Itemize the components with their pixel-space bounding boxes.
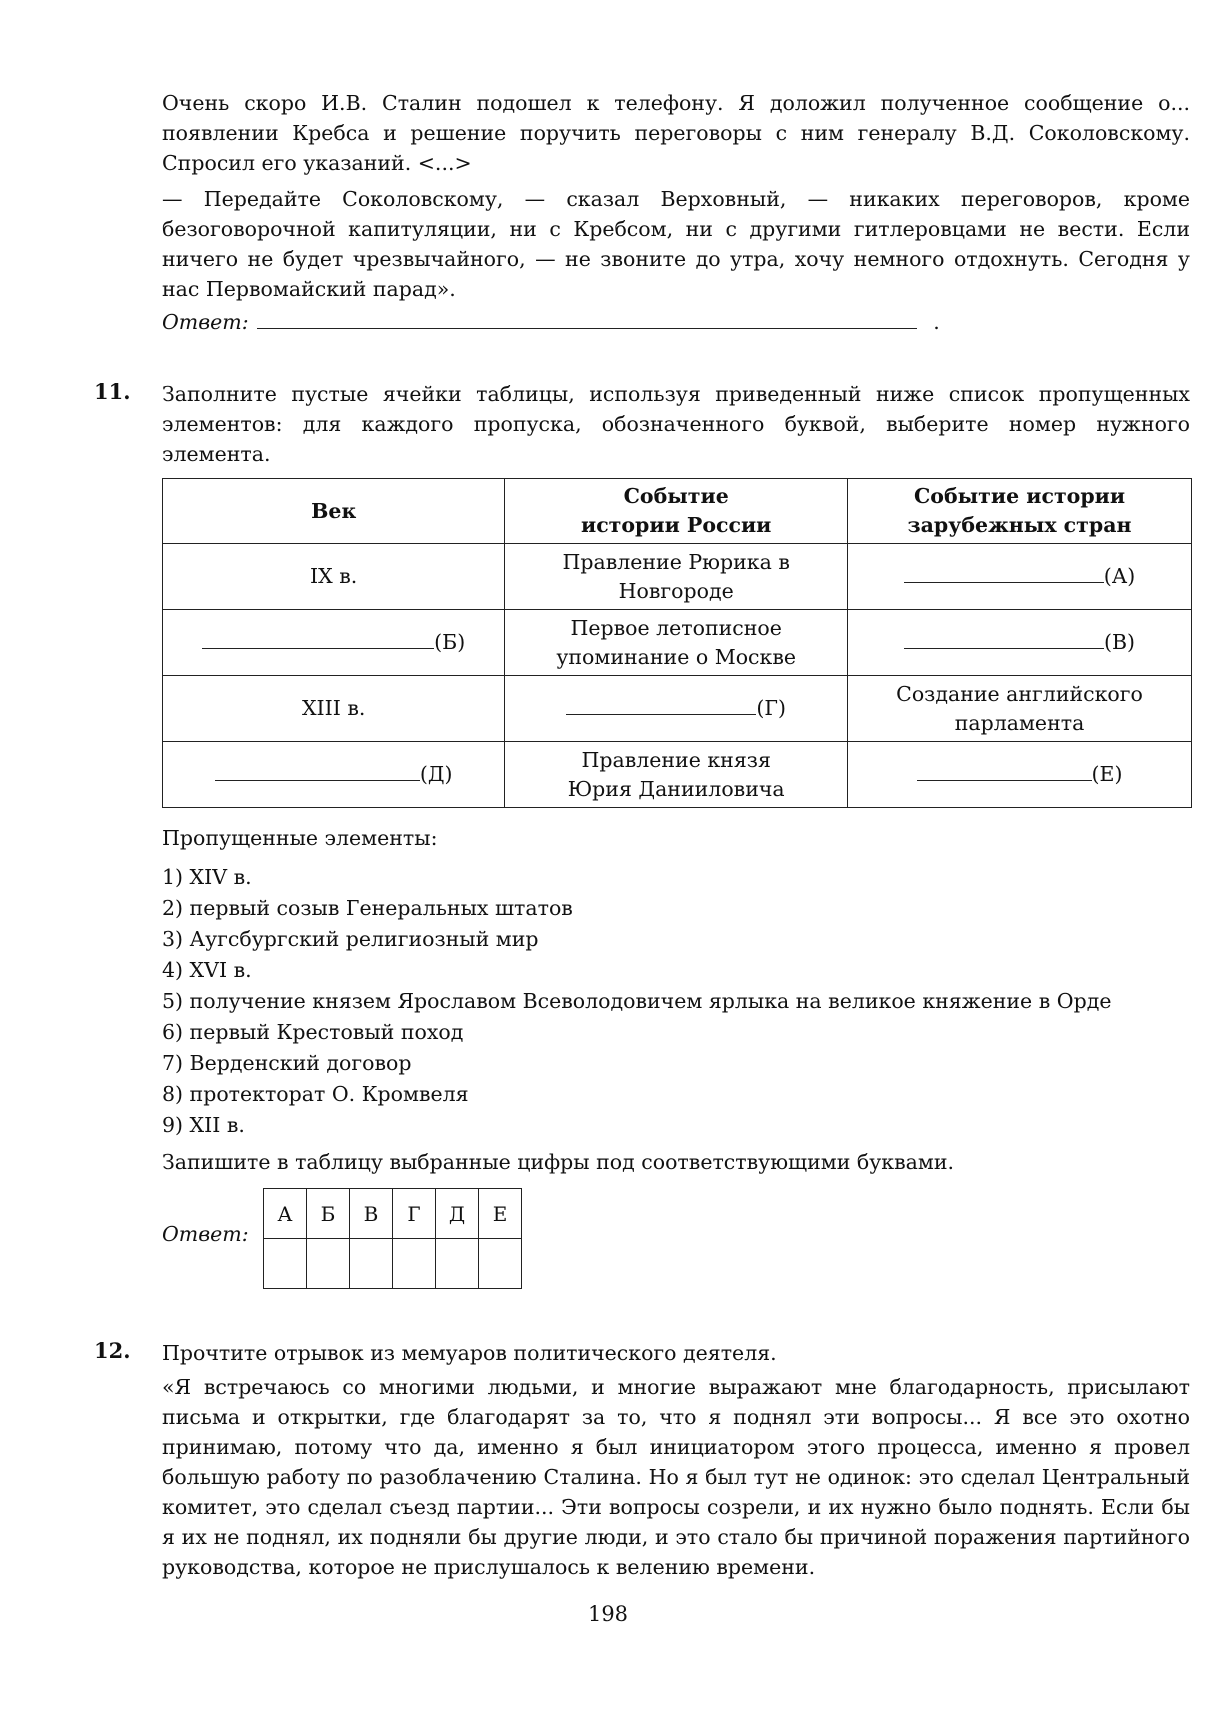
blank-cell-a[interactable]: (А) [848,544,1192,610]
answer-letters-row [264,1189,522,1239]
list-item: 2) первый созыв Генеральных штатов [162,896,573,920]
cell-russia-event: Правление князя Юрия Данииловича [505,742,848,808]
header-foreign-event: Событие истории зарубежных стран [848,479,1192,544]
answer-cell-d[interactable] [436,1239,479,1289]
intro-paragraph-1: Очень скоро И.В. Сталин подошел к телефону. Я доложил полученное сообщение о... появлении Кребса и решение поручить переговоры с ним генералу В.Д. Соколовскому. Спросил его указаний. <...> [162,91,1190,175]
intro-answer-row [162,306,1190,337]
list-item: 4) XVI в. [162,958,252,982]
page-number: 198 [587,1602,629,1626]
table-row [163,610,1192,676]
letter-d: Д [436,1189,479,1239]
blank-cell-e[interactable]: (Е) [848,742,1192,808]
letter-v: В [350,1189,393,1239]
intro-paragraph-2: — Передайте Соколовскому, — сказал Верховный, — никаких переговоров, кроме безоговорочной капитуляции, ни с Кребсом, ни с другими гитлеровцами не вести. Если ничего не будет чрезвычайного, — не звоните до утра, хочу немного отдохнуть. Сегодня у нас Первомайский парад». [162,187,1190,301]
table-header-row [163,479,1192,544]
q11-number: 11. [94,379,131,404]
missing-title: Пропущенные элементы: [162,826,438,850]
list-item: 6) первый Крестовый поход [162,1020,464,1044]
letter-e: Е [479,1189,522,1239]
blank-cell-b[interactable]: (Б) [163,610,505,676]
list-item: 8) протекторат О. Кромвеля [162,1082,469,1106]
answer-input-row [264,1239,522,1289]
answer-cell-e[interactable] [479,1239,522,1289]
list-item: 5) получение князем Ярославом Всеволодовичем ярлыка на великое княжение в Орде [162,989,1112,1013]
cell-century: IX в. [163,544,505,610]
cell-century: XIII в. [163,676,505,742]
header-century: Век [163,479,505,544]
letter-b: Б [307,1189,350,1239]
list-item: 7) Верденский договор [162,1051,412,1075]
blank-cell-v[interactable]: (В) [848,610,1192,676]
letter-g: Г [393,1189,436,1239]
list-item: 9) XII в. [162,1113,245,1137]
table-row [163,544,1192,610]
q12-prompt: Прочтите отрывок из мемуаров политического деятеля. [162,1341,777,1365]
letter-a: А [264,1189,307,1239]
q11-instruction: Запишите в таблицу выбранные цифры под соответствующими буквами. [162,1150,955,1174]
header-russia-event: Событие истории России [505,479,848,544]
q12-number: 12. [94,1338,131,1363]
missing-elements-list [162,862,1202,1141]
intro-block [162,88,1190,337]
answer-cell-v[interactable] [350,1239,393,1289]
answer-label: Ответ: [162,310,249,334]
q11-table [162,478,1192,808]
q12-quote: «Я встречаюсь со многими людьми, и многие выражают мне благодарность, присылают письма и открытки, где благодарят за то, что я поднял эти вопросы... Я все это охотно принимаю, потому что да, именно я был инициатором этого процесса, именно я провел большую работу по разоблачению Сталина. Но я был тут не одинок: это сделал Центральный комитет, это сделал съезд партии... Эти вопросы созрели, и их нужно было поднять. Если бы я их не поднял, их подняли бы другие люди, и это стало бы причиной поражения партийного руководства, которое не прислушалось к велению времени. [162,1375,1190,1579]
blank-cell-g[interactable]: (Г) [505,676,848,742]
q11-answer-label: Ответ: [162,1222,249,1246]
answer-cell-b[interactable] [307,1239,350,1289]
answer-line[interactable] [257,306,917,329]
answer-cell-g[interactable] [393,1239,436,1289]
list-item: 1) XIV в. [162,865,252,889]
answer-end: . [933,310,940,334]
cell-russia-event: Правление Рюрика в Новгороде [505,544,848,610]
q11-prompt: Заполните пустые ячейки таблицы, используя приведенный ниже список пропущенных элементов: для каждого пропуска, обозначенного буквой, выберите номер нужного элемента. [162,382,1190,466]
cell-russia-event: Первое летописное упоминание о Москве [505,610,848,676]
blank-cell-d[interactable]: (Д) [163,742,505,808]
q11-answer-table [263,1188,522,1289]
table-row [163,742,1192,808]
answer-cell-a[interactable] [264,1239,307,1289]
q11-prompt-block [162,379,1190,469]
table-row [163,676,1192,742]
list-item: 3) Аугсбургский религиозный мир [162,927,539,951]
q12-block [162,1338,1190,1582]
cell-foreign-event: Создание английского парламента [848,676,1192,742]
